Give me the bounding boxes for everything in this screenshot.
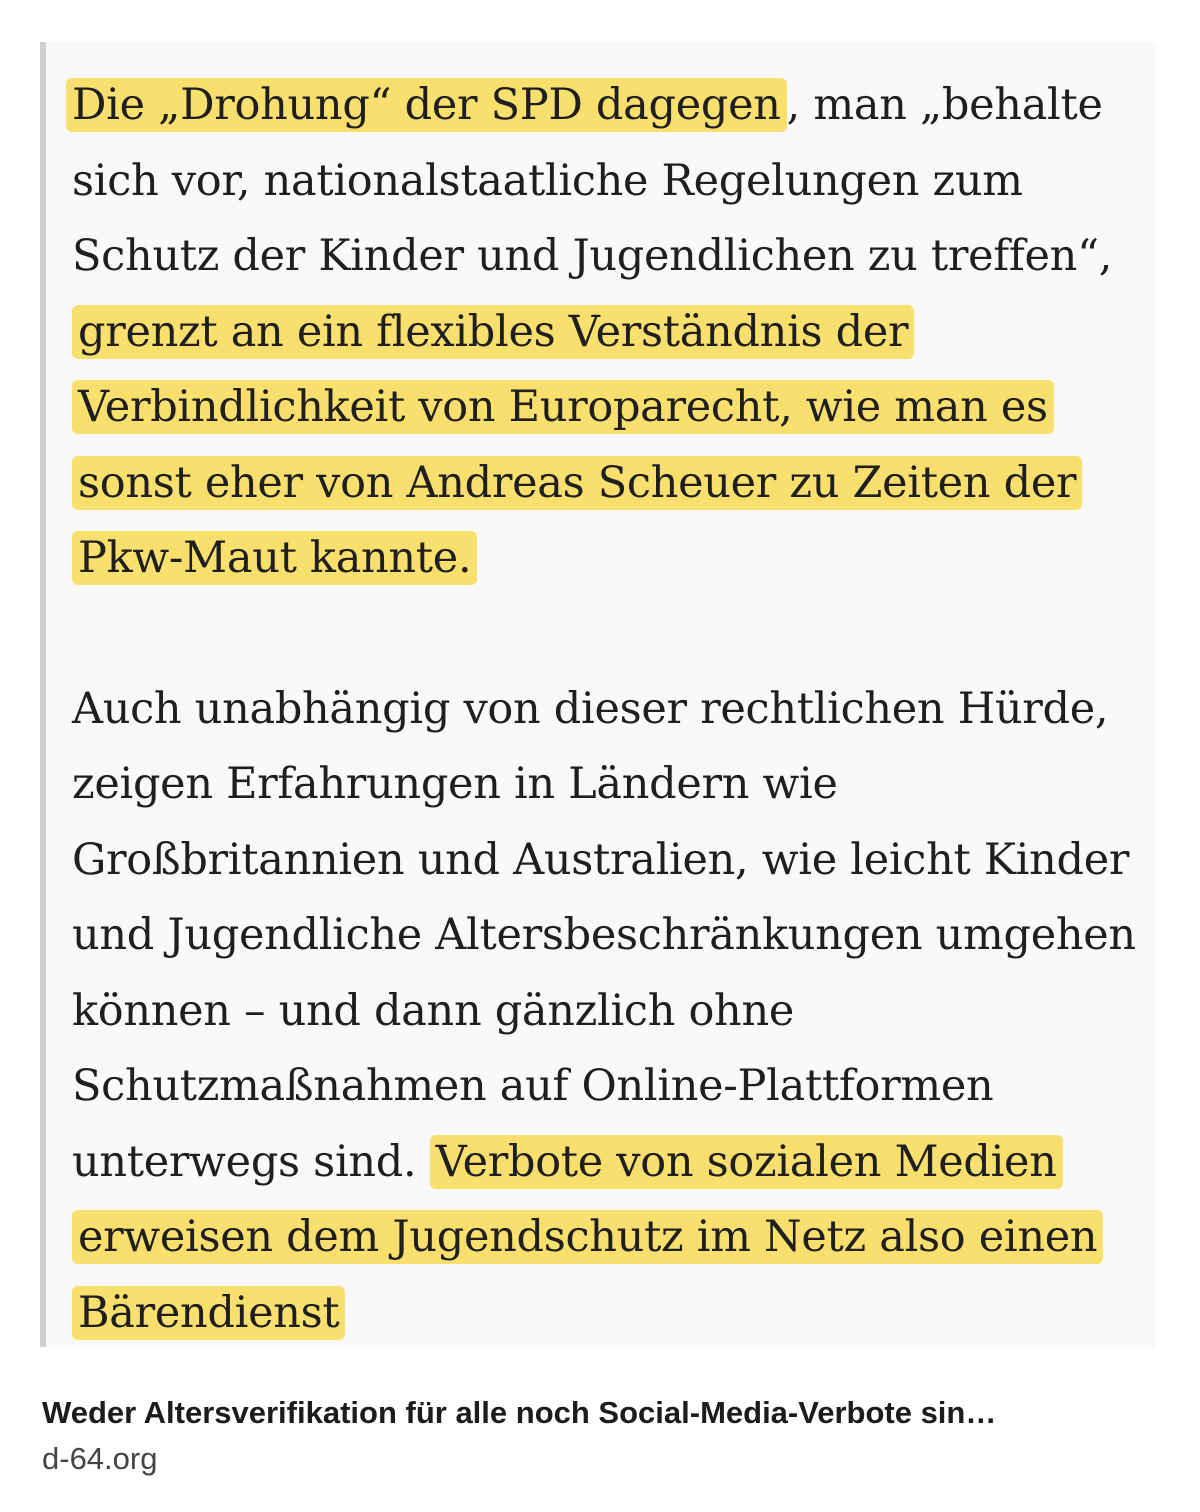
link-domain[interactable]: d-64.org bbox=[42, 1441, 158, 1476]
link-title[interactable]: Weder Altersverifikation für alle noch Social-Media-Verbote sin… bbox=[42, 1395, 997, 1430]
highlighted-text: grenzt an ein flexibles Verständnis der Verbindlichkeit von Europarecht, wie man es sonst eher von Andreas Scheuer zu Zeiten der Pkw-Maut kannte. bbox=[72, 305, 1082, 586]
quote-paragraph-1 bbox=[72, 68, 1152, 597]
highlight-quote-card bbox=[40, 42, 1156, 1347]
quote-text-segment: , man „behalte sich vor, nationalstaatliche Regelungen zum Schutz der Kinder und Jugendlichen zu treffen“, bbox=[72, 80, 1113, 281]
quote-paragraph-2 bbox=[72, 672, 1152, 1352]
highlighted-text: Die „Drohung“ der SPD dagegen bbox=[66, 78, 787, 132]
quote-text-segment: Auch unabhängig von dieser rechtlichen Hürde, zeigen Erfahrungen in Ländern wie Großbritannien und Australien, wie leicht Kinder und Jugendliche Altersbeschränkungen umgehen können – und dann gänzlich ohne Schutzmaßnahmen auf Online-Plattformen unterwegs sind. bbox=[72, 683, 1136, 1187]
highlighted-text: Verbote von sozialen Medien erweisen dem Jugendschutz im Netz also einen Bärendienst bbox=[72, 1135, 1103, 1340]
link-preview[interactable] bbox=[42, 1393, 1158, 1479]
quote-text bbox=[72, 68, 1152, 1351]
